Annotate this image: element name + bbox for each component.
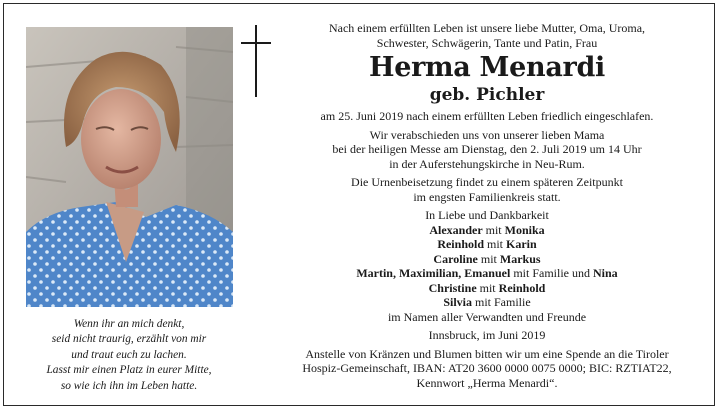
relatives-line: im Namen aller Verwandten und Freunde <box>387 309 587 324</box>
family-name: Silvia <box>443 295 472 309</box>
family-connector: mit <box>482 222 505 237</box>
family-connector: mit <box>484 237 507 251</box>
memorial-verse <box>20 317 238 394</box>
family-name: Caroline <box>433 251 478 266</box>
family-line <box>268 266 706 281</box>
portrait-photo <box>26 27 233 307</box>
urn-burial-line: Die Urnenbeisetzung findet zu einem späteren Zeitpunkt <box>351 175 623 189</box>
cross-icon <box>241 25 271 97</box>
death-date-line: am 25. Juni 2019 nach einem erfüllten Leben friedlich eingeschlafen. <box>320 109 654 123</box>
donation-line: Hospiz-Gemeinschaft, IBAN: AT20 3600 0000 0075 0000; BIC: RZTIAT22, <box>302 361 672 375</box>
verse-line: Lasst mir einen Platz in eurer Mitte, <box>46 364 212 377</box>
verse-line: und traut euch zu lachen. <box>71 348 187 361</box>
farewell-line: Wir verabschieden uns von unserer lieben Mama <box>369 127 605 142</box>
farewell-line: in der Auferstehungskirche in Neu-Rum. <box>389 156 585 171</box>
farewell-line: bei der heiligen Messe am Dienstag, den 2. Juli 2019 um 14 Uhr <box>332 142 642 156</box>
family-name: Martin, Maximilian, Emanuel <box>356 266 511 280</box>
verse-line: Wenn ihr an mich denkt, <box>73 318 185 330</box>
intro-line: Schwester, Schwägerin, Tante und Patin, Frau <box>376 35 598 50</box>
love-line: In Liebe und Dankbarkeit <box>425 208 549 222</box>
verse-line: seid nicht traurig, erzählt von mir <box>51 333 207 346</box>
family-line <box>268 237 706 252</box>
family-line <box>268 281 706 296</box>
donation-line: Kennwort „Herma Menardi“. <box>416 375 558 390</box>
family-line <box>268 252 706 267</box>
family-name: Reinhold <box>498 280 546 295</box>
family-name: Karin <box>506 237 537 251</box>
family-connector: mit Familie und <box>510 266 593 280</box>
family-name: Christine <box>428 280 477 295</box>
urn-burial-line: im engsten Familienkreis statt. <box>413 189 561 204</box>
family-name: Reinhold <box>437 237 484 251</box>
intro-line: Nach einem erfüllten Leben ist unsere liebe Mutter, Oma, Uroma, <box>328 21 646 35</box>
family-name: Alexander <box>429 222 483 237</box>
family-connector: mit <box>476 280 499 295</box>
place-date-line: Innsbruck, im Juni 2019 <box>428 328 546 342</box>
deceased-name: Herma Menardi <box>368 52 606 83</box>
notice-text <box>268 21 706 390</box>
family-connector: mit Familie <box>472 295 531 309</box>
donation-line: Anstelle von Kränzen und Blumen bitten wir um eine Spende an die Tiroler <box>305 346 669 361</box>
family-connector: mit <box>477 251 500 266</box>
family-line <box>268 295 706 310</box>
family-name: Monika <box>504 222 545 237</box>
family-name: Markus <box>499 251 541 266</box>
maiden-name: geb. Pichler <box>429 85 545 105</box>
verse-line: so wie ich ihn im Leben hatte. <box>60 379 198 392</box>
family-line <box>268 223 706 238</box>
family-name: Nina <box>592 266 618 280</box>
